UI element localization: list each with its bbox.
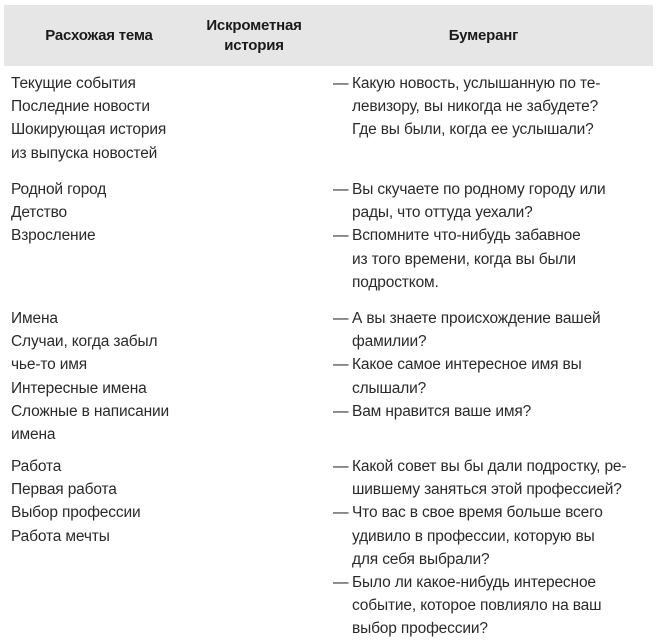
topic-item: Интересные имена [11,379,147,397]
dash-marker: — [333,458,349,475]
question-line: из того времени, когда вы были [352,250,576,268]
topic-item: Текущие события [11,75,136,92]
topic-item: Последние новости [11,98,150,116]
question-line: Вспомните что-нибудь забавное [352,227,581,245]
boomerang-cell [333,72,658,142]
boomerang-cell [333,455,658,641]
question-line: шившему заняться этой профессией? [352,481,622,499]
boomerang-question [333,178,658,224]
boomerang-question [333,455,658,501]
question-line: рады, что оттуда уехали? [352,204,533,222]
question-line: фамилии? [352,333,427,351]
topic-item: из выпуска новостей [11,144,158,162]
topic-item: Шокирующая история [11,121,167,139]
question-line: Какую новость, услышанную по те- [352,75,601,92]
topic-item: Работа мечты [11,527,110,545]
topics-cell [11,72,241,165]
topic-item: Выбор профессии [11,504,141,522]
question-line: удивило в профессии, которую вы [352,527,595,545]
question-line: Где вы были, когда ее услышали? [352,121,594,139]
question-line: А вы знаете происхождение вашей [352,310,601,327]
topic-item: Имена [11,310,58,327]
dash-marker: — [333,402,349,420]
question-line: Какое самое интересное имя вы [352,356,582,374]
topics-cell [11,455,241,548]
header-sparkling-story-line2: история [224,36,284,54]
question-line: слышали? [352,379,427,397]
boomerang-question [333,72,658,142]
boomerang-question [333,307,658,353]
table-header [4,5,653,66]
dash-marker: — [333,504,349,522]
boomerang-cell [333,178,658,294]
header-sparkling-story-line1: Искрометная [206,16,302,34]
dash-marker: — [333,181,349,198]
boomerang-question [333,571,658,641]
topic-item: Взросление [11,227,96,245]
topic-item: Первая работа [11,481,117,499]
question-line: событие, которое повлияло на ваш [352,597,602,615]
dash-marker: — [333,310,349,327]
question-line: выбор профессии? [352,620,488,638]
boomerang-question [333,224,658,294]
question-line: Было ли какое-нибудь интересное [352,574,596,592]
dash-marker: — [333,574,349,592]
dash-marker: — [333,227,349,245]
topic-item: Сложные в написании [11,402,170,420]
topic-item: Работа [11,458,62,475]
question-line: для себя выбрали? [352,550,490,568]
topic-item: Случаи, когда забыл [11,333,158,351]
topic-item: чье-то имя [11,356,87,374]
dash-marker: — [333,356,349,374]
question-line: Какой совет вы бы дали подростку, ре- [352,458,627,475]
header-boomerang: Бумеранг [448,26,519,44]
boomerang-cell [333,307,658,423]
dash-marker: — [333,75,349,92]
boomerang-question [333,353,658,399]
boomerang-question [333,501,658,571]
topic-item: Детство [11,204,68,222]
topic-item: имена [11,426,56,444]
question-line: подростком. [352,273,439,291]
question-line: Вы скучаете по родному городу или [352,181,606,198]
question-line: Что вас в свое время больше всего [352,504,603,522]
topic-item: Родной город [11,181,107,198]
question-line: левизору, вы никогда не забудете? [352,98,599,116]
header-sparkling-story [194,5,314,66]
question-line: Вам нравится ваше имя? [352,402,532,420]
topics-cell [11,307,241,446]
header-common-topic: Расхожая тема [45,26,153,44]
topics-cell [11,178,241,248]
boomerang-question [333,400,658,423]
